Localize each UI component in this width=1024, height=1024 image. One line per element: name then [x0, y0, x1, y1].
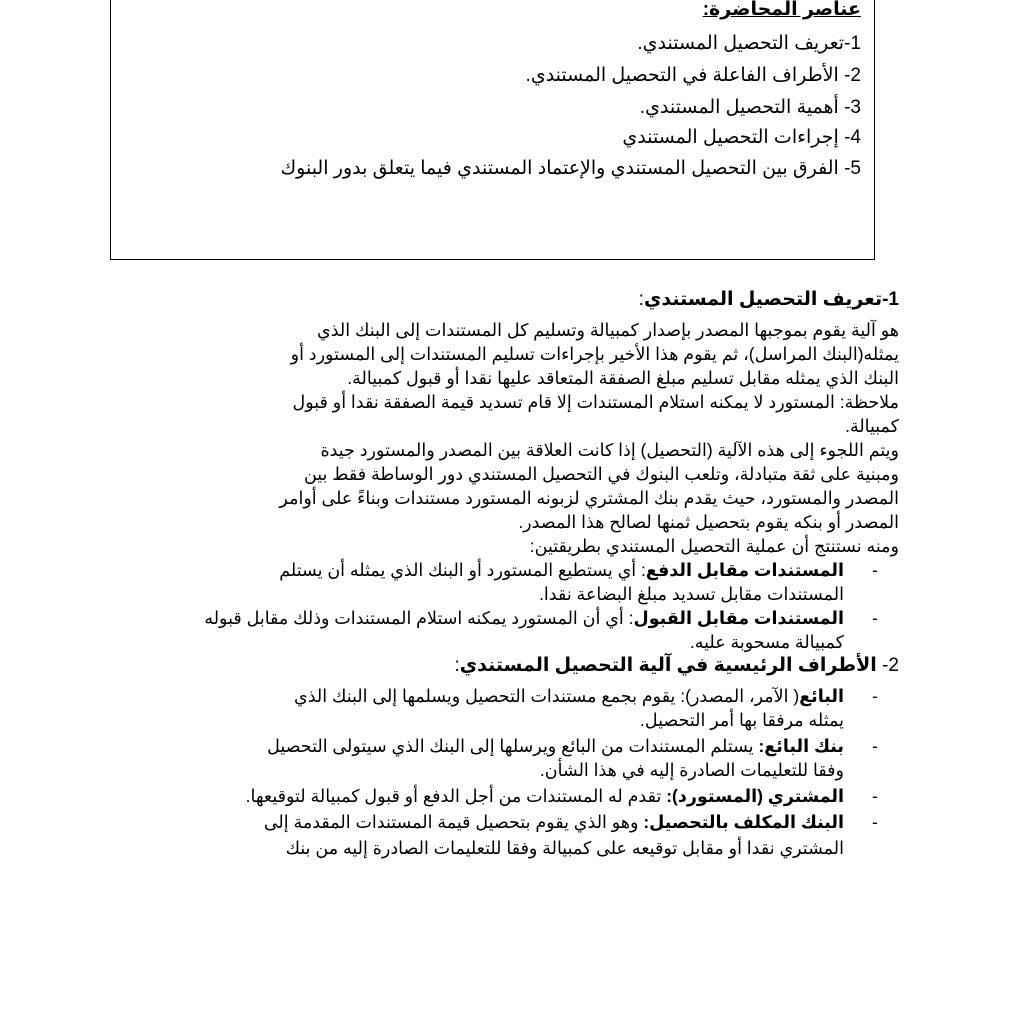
bullet-bold: المستندات مقابل الدفع: [645, 560, 844, 580]
paragraph-line: البنك الذي يمثله مقابل تسليم مبلغ الصفقة المتعاقد عليها نقدا أو قبول كمبيالة.: [347, 368, 899, 388]
outline-item: 4- إجراءات التحصيل المستندي: [622, 127, 861, 148]
section2-heading-text: الأطراف الرئيسية في آلية التحصيل المستندي: [459, 655, 877, 676]
bullet-continuation: المشتري نقدا أو مقابل توقيعه على كمبيالة وفقا للتعليمات الصادرة إليه من بنك: [285, 838, 844, 858]
bullet-dash: -: [872, 736, 878, 756]
section2-heading-num: 2-: [876, 655, 899, 676]
bullet-continuation: المستندات مقابل تسديد مبلغ البضاعة نقدا.: [539, 584, 844, 604]
paragraph-line: كمبيالة.: [845, 416, 899, 436]
bullet-continuation: كمبيالة مسحوبة عليه.: [689, 632, 844, 652]
paragraph-line: يمثله(البنك المراسل)، ثم يقوم هذا الأخير بإجراءات تسليم المستندات إلى المستورد أو: [290, 344, 899, 364]
section1-heading-num: 1: [888, 289, 899, 310]
bullet-bold: البائع: [799, 686, 844, 706]
bullet-item: [267, 734, 844, 758]
bullet-text: يستلم المستندات من البائع ويرسلها إلى البنك الذي سيتولى التحصيل: [267, 736, 759, 756]
bullet-text: تقدم له المستندات من أجل الدفع أو قبول كمبيالة لتوقيعها.: [245, 786, 667, 806]
bullet-item: [294, 684, 844, 708]
section2-heading: [454, 654, 899, 678]
outline-item: 5- الفرق بين التحصيل المستندي والإعتماد المستندي فيما يتعلق بدور البنوك: [280, 158, 861, 179]
bullet-text: : أي أن المستورد يمكنه استلام المستندات وذلك مقابل قبوله: [204, 608, 634, 628]
paragraph-line: ومنه نستنتج أن عملية التحصيل المستندي بطريقتين:: [529, 536, 899, 556]
section1-heading-colon: :: [638, 289, 644, 310]
paragraph-line: هو آلية يقوم بموجبها المصدر بإصدار كمبيالة وتسليم كل المستندات إلى البنك الذي: [317, 320, 899, 340]
bullet-dash: -: [872, 686, 878, 706]
bullet-item: [204, 606, 844, 630]
bullet-bold: بنك البائع:: [758, 736, 844, 756]
bullet-dash: -: [872, 608, 878, 628]
paragraph-line: المصدر أو بنكه يقوم بتحصيل ثمنها لصالح هذا المصدر.: [518, 512, 899, 532]
bullet-dash: -: [872, 812, 878, 832]
paragraph-line: ومبنية على ثقة متبادلة، وتلعب البنوك في التحصيل المستندي دور الوساطة فقط بين: [303, 464, 899, 484]
bullet-text: ( الآمر، المصدر): يقوم بجمع مستندات التحصيل ويسلمها إلى البنك الذي: [294, 686, 800, 706]
bullet-bold: البنك المكلف بالتحصيل:: [643, 812, 844, 832]
bullet-bold: المستندات مقابل القبول: [633, 608, 844, 628]
section1-heading: [639, 288, 899, 312]
section1-heading-text: -تعريف التحصيل المستندي: [643, 289, 889, 310]
bullet-bold: المشتري (المستورد):: [666, 786, 844, 806]
bullet-text: وهو الذي يقوم بتحصيل قيمة المستندات المقدمة إلى: [263, 812, 644, 832]
paragraph-line: ويتم اللجوء إلى هذه الآلية (التحصيل) إذا كانت العلاقة بين المصدر والمستورد جيدة: [320, 440, 899, 460]
bullet-continuation: وفقا للتعليمات الصادرة إليه في هذا الشأن.: [539, 760, 844, 780]
section2-heading-colon: :: [454, 655, 460, 676]
bullet-dash: -: [872, 786, 878, 806]
bullet-text: : أي يستطيع المستورد أو البنك الذي يمثله أن يستلم: [279, 560, 646, 580]
outline-item: 1-تعريف التحصيل المستندي.: [637, 33, 861, 54]
bullet-continuation: يمثله مرفقا بها أمر التحصيل.: [640, 710, 844, 730]
bullet-item: [246, 784, 844, 808]
paragraph-line: المصدر والمستورد، حيث يقدم بنك المشتري لزبونه المستورد مستندات وبناءً على أوامر: [279, 488, 899, 508]
paragraph-line: ملاحظة: المستورد لا يمكنه استلام المستندات إلا قام تسديد قيمة الصفقة نقدا أو قبول: [292, 392, 899, 412]
outline-title: عناصر المحاضرة:: [702, 0, 861, 20]
outline-item: 3- أهمية التحصيل المستندي.: [639, 97, 861, 118]
bullet-item: [264, 810, 844, 834]
bullet-item: [279, 558, 844, 582]
outline-item: 2- الأطراف الفاعلة في التحصيل المستندي.: [525, 65, 861, 86]
bullet-dash: -: [872, 560, 878, 580]
